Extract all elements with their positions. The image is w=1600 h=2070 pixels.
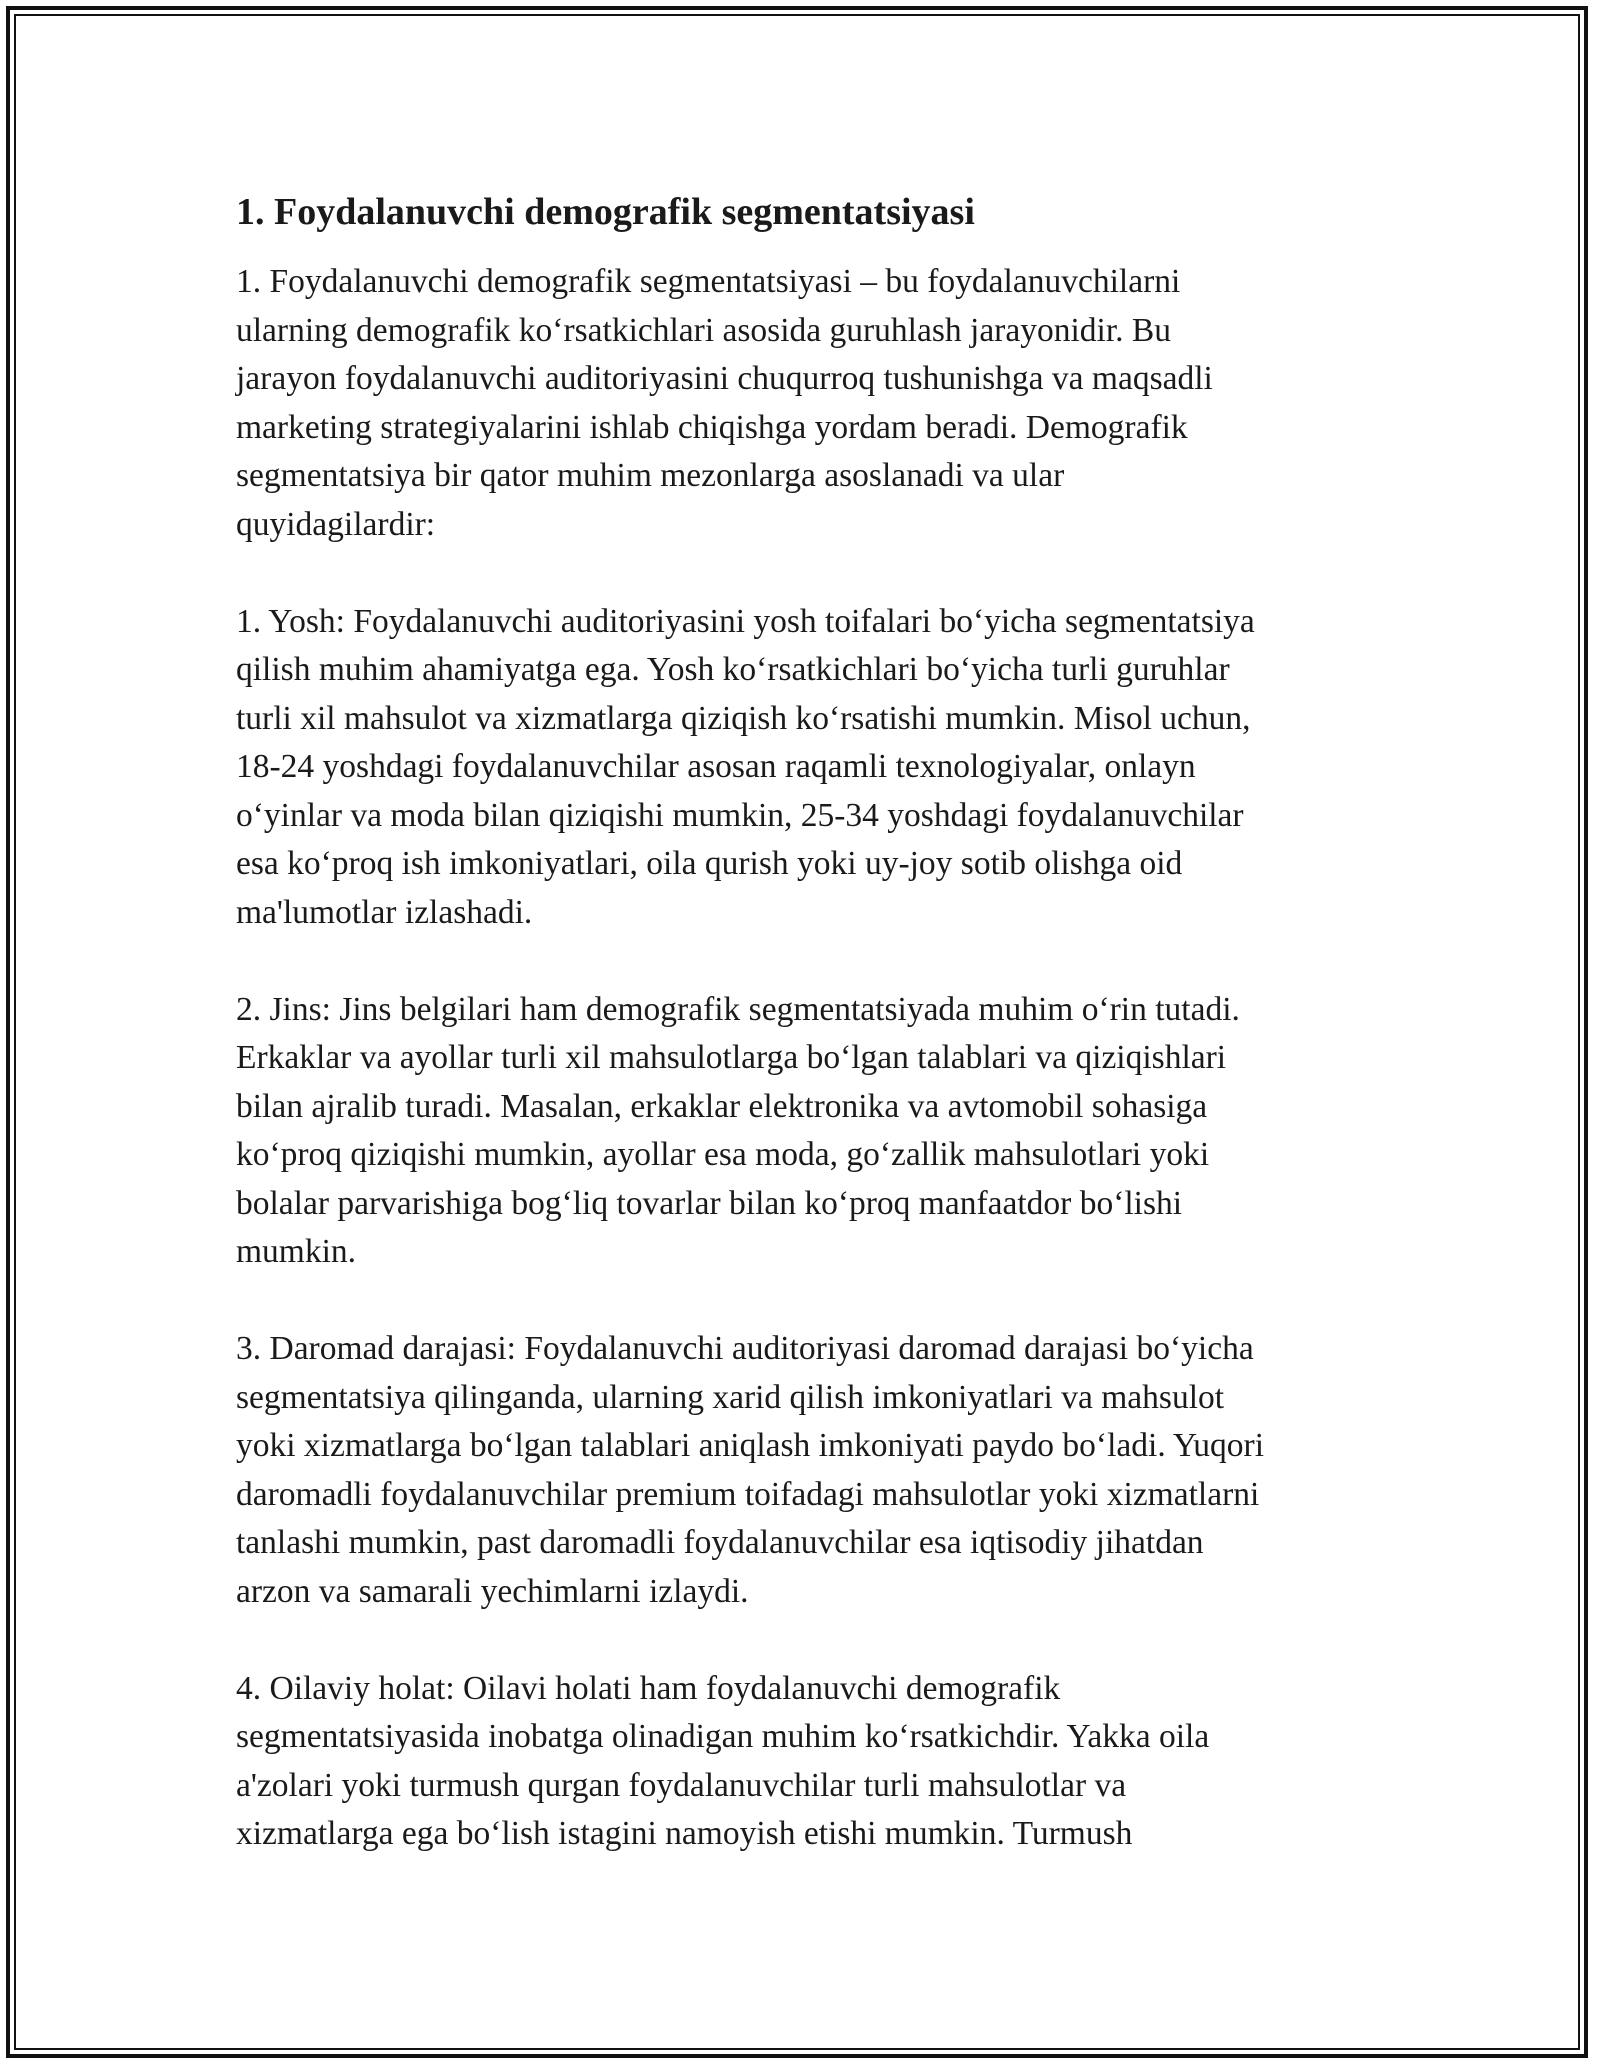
text-line: 3. Daromad darajasi: Foydalanuvchi auditoriyasi daromad darajasi boʻyicha: [236, 1330, 1254, 1367]
text-line: daromadli foydalanuvchilar premium toifadagi mahsulotlar yoki xizmatlarni: [236, 1475, 1260, 1513]
text-line: yoki xizmatlarga boʻlgan talablari aniqlash imkoniyati paydo boʻladi. Yuqori: [236, 1427, 1265, 1464]
paragraph-4: [236, 1325, 1396, 1616]
text-line: 18-24 yoshdagi foydalanuvchilar asosan raqamli texnologiyalar, onlayn: [236, 748, 1196, 785]
text-line: segmentatsiya qilinganda, ularning xarid qilish imkoniyatlari va mahsulot: [236, 1378, 1225, 1416]
paragraph-5: [236, 1665, 1396, 1859]
text-line: 1. Yosh: Foydalanuvchi auditoriyasini yosh toifalari boʻyicha segmentatsiya: [236, 602, 1255, 640]
text-line: qilish muhim ahamiyatga ega. Yosh koʻrsatkichlari boʻyicha turli guruhlar: [236, 651, 1230, 688]
text-line: xizmatlarga ega boʻlish istagini namoyish etishi mumkin. Turmush: [236, 1815, 1133, 1852]
text-line: a'zolari yoki turmush qurgan foydalanuvchilar turli mahsulotlar va: [236, 1766, 1127, 1804]
text-line: turli xil mahsulot va xizmatlarga qiziqish koʻrsatishi mumkin. Misol uchun,: [236, 699, 1251, 737]
document-body: [236, 186, 1396, 1907]
text-line: arzon va samarali yechimlarni izlaydi.: [236, 1572, 749, 1610]
text-line: esa koʻproq ish imkoniyatlari, oila qurish yoki uy-joy sotib olishga oid: [236, 845, 1183, 882]
text-line: Erkaklar va ayollar turli xil mahsulotlarga boʻlgan talablari va qiziqishlari: [236, 1039, 1227, 1076]
text-line: marketing strategiyalarini ishlab chiqishga yordam beradi. Demografik: [236, 408, 1188, 446]
text-line: 2. Jins: Jins belgilari ham demografik segmentatsiyada muhim oʻrin tutadi.: [236, 990, 1240, 1028]
paragraph-3: [236, 986, 1396, 1277]
paragraph-2: [236, 598, 1396, 938]
text-line: 1. Foydalanuvchi demografik segmentatsiyasi – bu foydalanuvchilarni: [236, 263, 1181, 300]
text-line: ularning demografik koʻrsatkichlari asosida guruhlash jarayonidir. Bu: [236, 311, 1171, 349]
text-line: jarayon foydalanuvchi auditoriyasini chuqurroq tushunishga va maqsadli: [236, 360, 1213, 397]
text-line: tanlashi mumkin, past daromadli foydalanuvchilar esa iqtisodiy jihatdan: [236, 1524, 1204, 1561]
text-line: ma'lumotlar izlashadi.: [236, 893, 533, 931]
text-line: segmentatsiyasida inobatga olinadigan muhim koʻrsatkichdir. Yakka oila: [236, 1718, 1210, 1755]
text-line: koʻproq qiziqishi mumkin, ayollar esa moda, goʻzallik mahsulotlari yoki: [236, 1136, 1210, 1173]
paragraph-list: [236, 258, 1396, 1859]
text-line: mumkin.: [236, 1233, 357, 1270]
paragraph-1: [236, 258, 1396, 549]
text-line: oʻyinlar va moda bilan qiziqishi mumkin, 25-34 yoshdagi foydalanuvchilar: [236, 796, 1244, 834]
section-title: 1. Foydalanuvchi demografik segmentatsiyasi: [236, 191, 975, 233]
text-line: 4. Oilaviy holat: Oilavi holati ham foydalanuvchi demografik: [236, 1669, 1061, 1707]
text-line: bolalar parvarishiga bogʻliq tovarlar bilan koʻproq manfaatdor boʻlishi: [236, 1184, 1183, 1222]
text-line: segmentatsiya bir qator muhim mezonlarga asoslanadi va ular: [236, 457, 1065, 494]
text-line: quyidagilardir:: [236, 505, 436, 543]
text-line: bilan ajralib turadi. Masalan, erkaklar elektronika va avtomobil sohasiga: [236, 1087, 1208, 1125]
